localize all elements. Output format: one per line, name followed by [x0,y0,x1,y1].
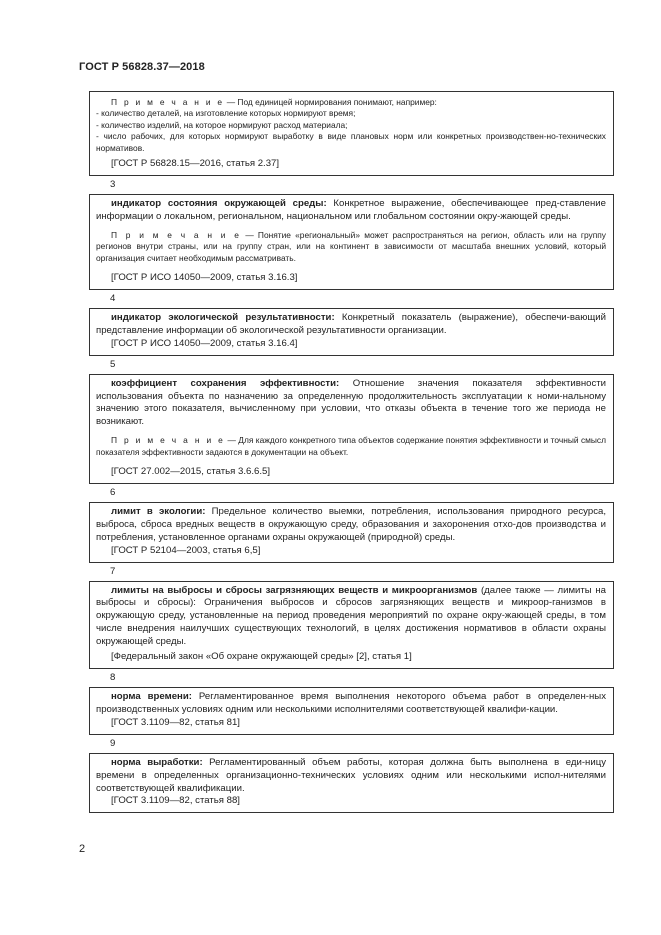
note [96,97,606,154]
note-intro: — Под единицей нормирования понимают, например: [224,97,437,107]
term: коэффициент сохранения эффективности: [111,377,340,389]
source-reference: [Федеральный закон «Об охране окружающей среды» [2], статья 1] [111,651,412,663]
note-label: П р и м е ч а н и е [111,229,242,240]
note-label: П р и м е ч а н и е [111,435,226,446]
definition: Предельное количество выемки, потребления, использования природного ресурса, выброса, сброса вредных веществ в окружающую среду, образования и захоронения отхо-дов производства и потребления, установленное органами охраны окружающей (природной) среды. [96,505,606,543]
term-entry-3 [89,194,614,290]
entry-number: 7 [110,565,116,577]
term-entry-2 [89,91,614,176]
term: лимиты на выбросы и сбросы загрязняющих веществ и микроорганизмов [111,584,478,596]
note-text: — Понятие «региональный» может распространяться на регион, область или на группу регионов внутри страны, или на группу стран, или на континент в зависимости от масштаба внешних условий, который организация считает необходимым рассматривать. [96,229,606,263]
entry-number: 3 [110,178,116,190]
term: норма времени: [111,691,192,702]
source-reference: [ГОСТ Р 52104—2003, статья 6,5] [111,544,261,556]
definition: Отношение значения показателя эффективности использования объекта по назначению за определенную продолжительность эксплуатации к номи-нальному значению этого показателя, вычисленному при условии, что отказы объекта в течение того же периода не возникают. [96,377,606,428]
term: индикатор экологической результативности: [111,311,335,323]
note-text: — Для каждого конкретного типа объектов содержание понятия эффективности и точный смысл показателя эффективности задаются в документации на объект. [96,435,606,457]
definition: Регламентированное время выполнения некоторого объема работ в определен-ных производственных условиях одним или несколькими исполнителями соответствующей квалифи-кации. [96,691,606,715]
term-entry-8 [89,687,614,735]
definition: (далее также — лимиты на выбросы и сбросы): Ограничения выбросов и сбросов загрязняющих веществ и микроор-ганизмов в окружающую среду, установленные на период проведения мероприятий по охране окру-жающей среды, в том числе внедрения наилучших существующих технологий, в целях достижения нормативов в области охраны окружающей среды. [96,584,606,648]
definition: Конкретный показатель (выражение), обеспечи-вающий представление информации об экологической результативности организации. [96,311,606,336]
page-number: 2 [79,843,86,855]
source-reference: [ГОСТ 3.1109—82, статья 81] [111,716,240,728]
definition: Регламентированный объем работы, которая должна быть выполнена в еди-ницу времени в определенных организационно-технических условиях одним или несколькими испол-нителями соответствующей квалификации. [96,756,606,794]
source-reference: [ГОСТ Р 56828.15—2016, статья 2.37] [111,158,280,170]
note [96,230,606,264]
source-reference: [ГОСТ 27.002—2015, статья 3.6.6.5] [111,466,270,478]
document-body [89,91,614,813]
entry-number: 8 [110,672,116,683]
entry-number: 4 [110,292,116,304]
note-line: - количество изделий, на которое нормируют расход материала; [96,119,348,130]
term-entry-6 [89,502,614,563]
entry-number: 5 [110,358,116,370]
term-entry-5 [89,374,614,484]
term: лимит в экологии: [111,505,206,517]
entry-number: 6 [110,486,116,498]
definition: Конкретное выражение, обеспечивающее пред-ставление информации о локальном, региональном, национальном или глобальном состоянии окру-жающей среды. [96,197,606,222]
term-entry-4 [89,308,614,356]
note [96,435,606,458]
note-label: П р и м е ч а н и е [111,97,225,107]
entry-number: 9 [110,737,116,749]
note-line: - число рабочих, для которых нормируют выработку в виде плановых норм или конкретных производствен-но-технических нормативов. [96,131,606,153]
term: индикатор состояния окружающей среды: [111,197,327,209]
source-reference: [ГОСТ 3.1109—82, статья 88] [111,795,240,807]
term: норма выработки: [111,756,203,768]
term-entry-9 [89,753,614,814]
term-entry-7 [89,581,614,669]
source-reference: [ГОСТ Р ИСО 14050—2009, статья 3.16.4] [111,337,298,349]
note-line: - количество деталей, на изготовление которых нормируют время; [96,108,356,119]
source-reference: [ГОСТ Р ИСО 14050—2009, статья 3.16.3] [111,271,298,283]
page-header: ГОСТ Р 56828.37—2018 [79,61,205,73]
